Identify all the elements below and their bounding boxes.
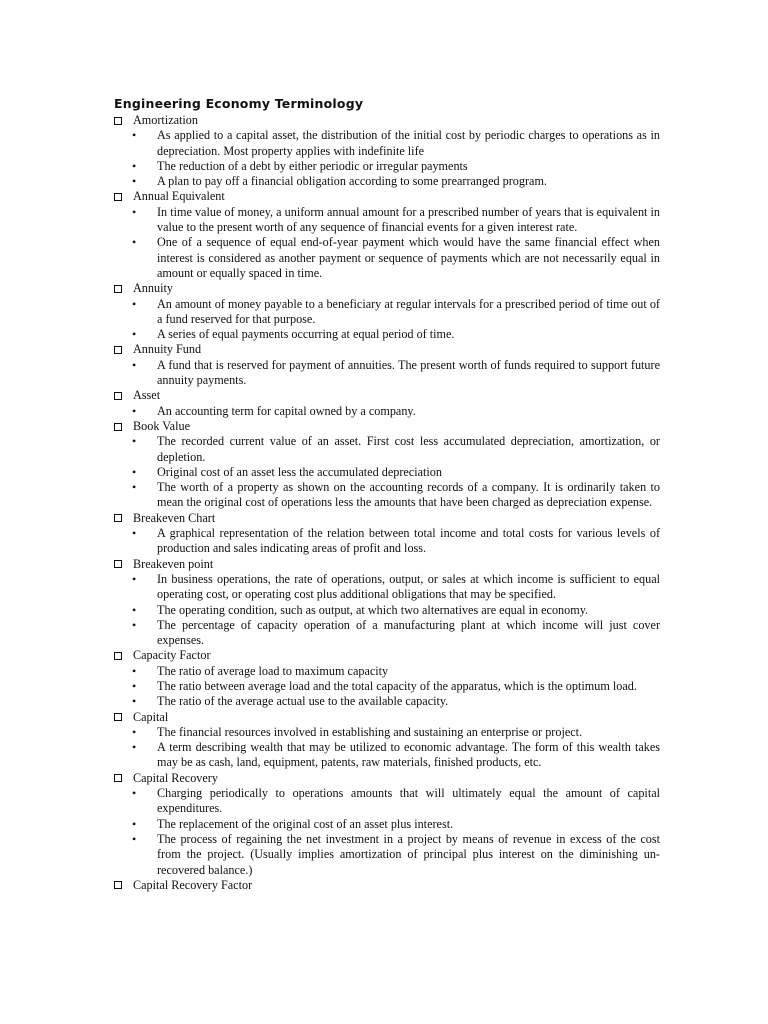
definition-list [114, 404, 660, 419]
definition-text: The reduction of a debt by either periodic or irregular payments [157, 158, 468, 173]
definition-list [114, 297, 660, 343]
definition-item [132, 526, 660, 557]
bullet-icon: • [132, 724, 137, 739]
definition-text: The recorded current value of an asset. First cost less accumulated depreciation, amortization, or depletion. [157, 434, 660, 464]
page-title: Engineering Economy Terminology [114, 96, 364, 111]
bullet-icon: • [132, 204, 137, 219]
bullet-icon: • [132, 357, 137, 372]
term-heading [114, 388, 660, 403]
definition-list [114, 786, 660, 878]
definition-text: A term describing wealth that may be utilized to economic advantage. The form of this wealth takes may be as cash, land, equipment, patents, raw materials, finished products, etc. [157, 740, 660, 770]
definition-item [132, 128, 660, 159]
definition-item [132, 480, 660, 511]
term-entry [114, 648, 660, 709]
definition-item [132, 571, 660, 603]
definition-text: As applied to a capital asset, the distribution of the initial cost by periodic charges to operations as in depreciation. Most property applies with indefinite life [157, 128, 660, 158]
bullet-icon: • [132, 235, 137, 250]
definition-item [132, 678, 660, 694]
term-heading [114, 281, 660, 296]
bullet-icon: • [132, 526, 137, 541]
definition-list [114, 572, 660, 648]
bullet-icon: • [132, 327, 137, 342]
term-heading [114, 557, 660, 572]
checkbox-icon [114, 514, 122, 522]
definition-list [114, 128, 660, 189]
bullet-icon: • [132, 786, 137, 801]
term-heading [114, 342, 660, 357]
checkbox-icon [114, 881, 122, 889]
bullet-icon: • [132, 617, 137, 632]
term-entry [114, 189, 660, 281]
definition-item [132, 174, 660, 189]
term-label: Breakeven point [133, 556, 214, 571]
definition-text: An amount of money payable to a beneficiary at regular intervals for a prescribed period of time out of a fund reserved for that purpose. [157, 296, 660, 326]
definition-item [132, 724, 660, 740]
term-list [114, 113, 660, 893]
definition-item [132, 740, 660, 771]
bullet-icon: • [132, 602, 137, 617]
term-label: Annual Equivalent [133, 189, 225, 204]
term-entry [114, 710, 660, 771]
term-label: Annuity [133, 281, 173, 296]
definition-item [132, 816, 660, 832]
checkbox-icon [114, 774, 122, 782]
definition-text: An accounting term for capital owned by a company. [157, 403, 416, 418]
definition-text: The financial resources involved in establishing and sustaining an enterprise or project. [157, 724, 583, 739]
definition-text: The replacement of the original cost of an asset plus interest. [157, 816, 454, 831]
definition-list [114, 526, 660, 557]
bullet-icon: • [132, 480, 137, 495]
term-entry [114, 771, 660, 878]
definition-item [132, 357, 660, 389]
definition-text: The process of regaining the net investment in a project by means of revenue in excess of the cost from the project. (Usually implies amortization of principal plus interest on the diminishing un-recovered balance.) [157, 831, 660, 877]
definition-text: A plan to pay off a financial obligation according to some prearranged program. [157, 174, 547, 189]
bullet-icon: • [132, 678, 137, 693]
definition-item [132, 434, 660, 465]
definition-item [132, 403, 660, 419]
term-heading [114, 648, 660, 663]
bullet-icon: • [132, 694, 137, 709]
bullet-icon: • [132, 571, 137, 586]
checkbox-icon [114, 117, 122, 125]
definition-text: In time value of money, a uniform annual amount for a prescribed number of years that is equivalent in value to the present worth of any sequence of financial events for a given interest rate. [157, 204, 660, 235]
term-entry [114, 419, 660, 511]
definition-item [132, 831, 660, 878]
bullet-icon: • [132, 434, 137, 449]
bullet-icon: • [132, 403, 137, 418]
definition-text: The worth of a property as shown on the accounting records of a company. It is ordinarily taken to mean the original cost of operations less the amounts that have been charged as depreciation expense. [157, 480, 660, 510]
definition-item [132, 464, 660, 480]
definition-text: The ratio between average load and the total capacity of the apparatus, which is the optimum load. [157, 678, 637, 693]
definition-list [114, 434, 660, 510]
term-heading [114, 771, 660, 786]
bullet-icon: • [132, 740, 137, 755]
bullet-icon: • [132, 464, 137, 479]
definition-text: Charging periodically to operations amounts that will ultimately equal the amount of capital expenditures. [157, 786, 660, 816]
bullet-icon: • [132, 158, 137, 173]
bullet-icon: • [132, 663, 137, 678]
definition-item [132, 204, 660, 236]
definition-item [132, 602, 660, 618]
checkbox-icon [114, 713, 122, 721]
definition-text: In business operations, the rate of operations, output, or sales at which income is sufficient to equal operating cost, or operating cost plus additional obligations that may be specified. [157, 571, 660, 602]
checkbox-icon [114, 560, 122, 568]
bullet-icon: • [132, 831, 137, 846]
term-heading [114, 189, 660, 204]
term-heading [114, 419, 660, 434]
term-entry [114, 878, 660, 893]
definition-list [114, 664, 660, 710]
checkbox-icon [114, 392, 122, 400]
definition-text: The percentage of capacity operation of a manufacturing plant at which income will just cover expenses. [157, 617, 660, 648]
definition-list [114, 205, 660, 281]
term-heading [114, 113, 660, 128]
definition-text: One of a sequence of equal end-of-year payment which would have the same financial effect when interest is considered as another payment or sequence of payments which are not necessarily equal in amount or equally spaced in time. [157, 235, 660, 280]
definition-item [132, 663, 660, 679]
term-heading [114, 878, 660, 893]
definition-text: The ratio of the average actual use to the available capacity. [157, 694, 449, 709]
bullet-icon: • [132, 174, 137, 189]
definition-item [132, 235, 660, 281]
bullet-icon: • [132, 128, 137, 143]
term-label: Capital Recovery Factor [133, 877, 253, 892]
definition-item [132, 786, 660, 817]
definition-item [132, 327, 660, 342]
term-label: Capital [133, 709, 169, 724]
definition-text: A graphical representation of the relation between total income and total costs for various levels of production and sales indicating areas of profit and loss. [157, 526, 660, 556]
term-label: Amortization [133, 113, 198, 127]
term-label: Breakeven Chart [133, 510, 216, 525]
definition-text: The operating condition, such as output, at which two alternatives are equal in economy. [157, 602, 589, 617]
checkbox-icon [114, 346, 122, 354]
term-entry [114, 113, 660, 189]
term-heading [114, 710, 660, 725]
term-entry [114, 281, 660, 342]
checkbox-icon [114, 193, 122, 201]
bullet-icon: • [132, 296, 137, 311]
checkbox-icon [114, 285, 122, 293]
definition-text: A series of equal payments occurring at equal period of time. [157, 327, 455, 342]
checkbox-icon [114, 652, 122, 660]
definition-item [132, 694, 660, 709]
term-label: Book Value [133, 418, 190, 433]
term-heading [114, 511, 660, 526]
definition-item [132, 158, 660, 174]
term-entry [114, 388, 660, 419]
term-label: Asset [133, 388, 161, 403]
bullet-icon: • [132, 816, 137, 831]
term-entry [114, 557, 660, 649]
definition-list [114, 358, 660, 389]
checkbox-icon [114, 423, 122, 431]
definition-text: A fund that is reserved for payment of annuities. The present worth of funds required to support future annuity payments. [157, 357, 660, 388]
term-entry [114, 511, 660, 557]
term-entry [114, 342, 660, 388]
term-label: Capacity Factor [133, 648, 211, 663]
definition-text: The ratio of average load to maximum capacity [157, 663, 389, 678]
definition-text: Original cost of an asset less the accumulated depreciation [157, 464, 442, 479]
definition-list [114, 725, 660, 771]
definition-item [132, 617, 660, 649]
term-label: Annuity Fund [133, 342, 202, 357]
term-label: Capital Recovery [133, 770, 218, 785]
definition-item [132, 296, 660, 328]
